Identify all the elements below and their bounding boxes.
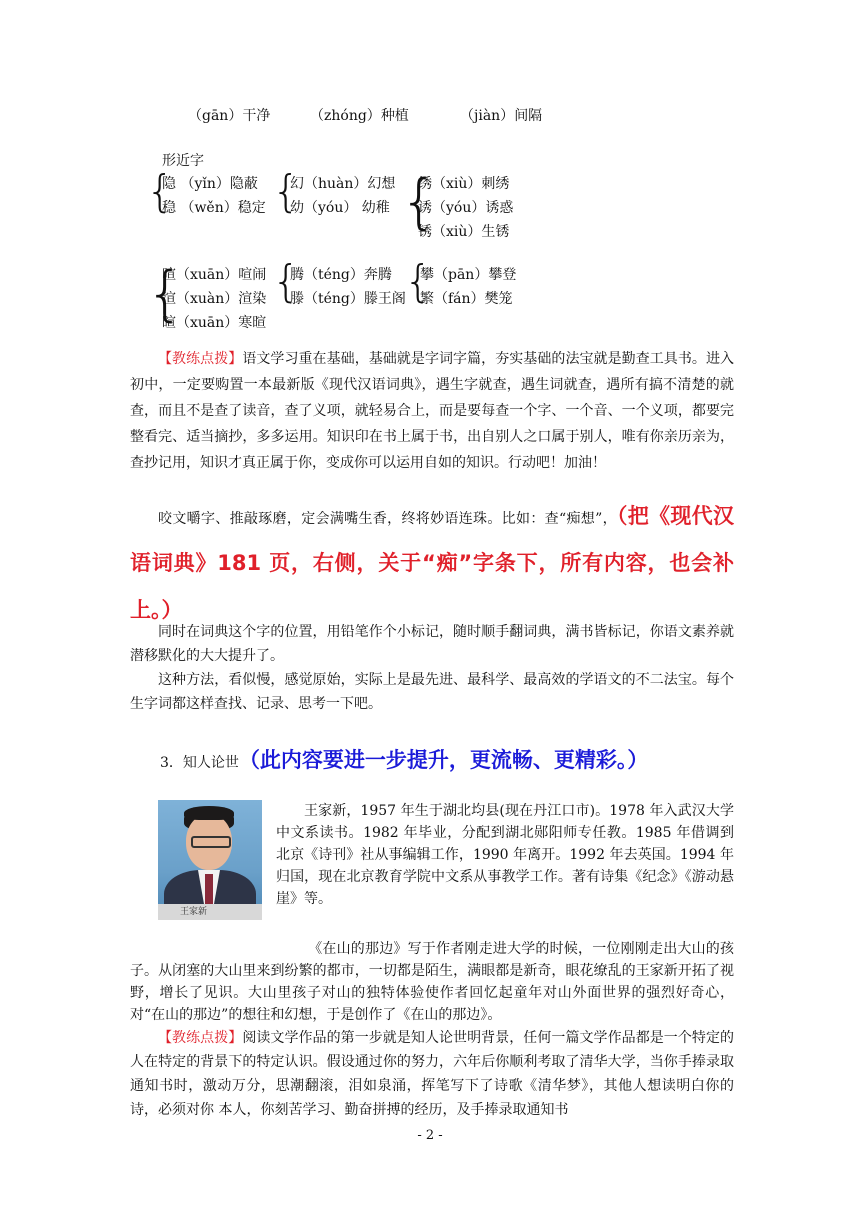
similar-item: 渲（xuàn）渲染 [162,291,267,307]
coach-tip-paragraph [130,346,734,476]
similar-item: 诱（yóu）诱惑 [418,200,514,216]
similar-item: 攀（pān）攀登 [420,267,517,283]
section-number: 3．知人论世 [160,755,239,771]
author-photo [158,800,262,920]
similar-item: 稳 （wěn）稳定 [162,200,266,216]
word-jian [460,104,542,128]
coach-tip-paragraph-2 [130,1026,734,1122]
word: 种植 [380,108,409,124]
similar-item: 滕（téng）滕王阁 [290,291,406,307]
similar-chars-title: 形近字 [162,153,204,169]
paragraph-mark: 同时在词典这个字的位置，用铅笔作个小标记，随时顺手翻词典，满书皆标记，你语文素养就潜移默化的大大提升了。 [130,624,734,664]
similar-item: 隐 （yǐn）隐蔽 [162,176,258,192]
brace-icon: { [272,256,300,307]
example-paragraph [130,494,734,635]
coach-label: 【教练点拨】 [158,1030,243,1046]
author-bio: 王家新，1957 年生于湖北均县(现在丹江口市)。1978 年入武汉大学中文系读书。1982 年毕业，分配到湖北郧阳师专任教。1985 年借调到北京《诗刊》社从事编辑工作，1990 年离开。1992 年去英国。1994 年归国，现在北京教育学院中文系从事教学工作。著有诗集《纪念》《游动悬崖》等。 [276,803,734,907]
similar-item: 喧（xuān）喧闹 [162,267,267,283]
similar-item: 幼（yóu） 幼稚 [290,200,390,216]
similar-item: 暄（xuān）寒暄 [162,315,267,331]
brace-icon: { [146,259,185,329]
pinyin: （gān） [188,108,243,124]
example-text: 咬文嚼字、推敲琢磨，定会满嘴生香，终将妙语连珠。比如：查“痴想”， [158,511,617,527]
example-red-note: （把《现代汉语词典》181 页，右侧，关于“痴”字条下，所有内容，也会补上。） [130,504,734,622]
pinyin: （jiàn） [460,108,515,124]
similar-item: 幻（huàn）幻想 [290,176,396,192]
word: 干净 [242,108,271,124]
pinyin: （zhóng） [310,108,381,124]
coach-label: 【教练点拨】 [158,351,243,367]
photo-hair-top [184,806,234,820]
brace-icon: { [146,166,174,217]
poem-background-text: 《在山的那边》写于作者刚走进大学的时候，一位刚刚走出大山的孩子。从闭塞的大山里来到纷繁的都市，一切都是陌生，满眼都是新奇，眼花缭乱的王家新开拓了视野，增长了见识。大山里孩子对山的独特体验使作者回忆起童年对山外面世界的强烈好奇心，对“在山的那边”的想往和幻想，于是创作了《在山的那边》。 [130,941,734,1023]
brace-icon: { [400,167,439,237]
paragraph-method: 这种方法，看似慢，感觉原始，实际上是最先进、最科学、最高效的学语文的不二法宝。每个生字词都这样查找、记录、思考一下吧。 [130,672,734,712]
brace-icon: { [404,256,432,307]
similar-item: 繁（fán）樊笼 [420,291,513,307]
similar-item: 腾（téng）奔腾 [290,267,392,283]
word-gan [188,104,270,128]
brace-icon: { [272,166,300,217]
poem-background [130,938,734,1026]
similar-item: 锈（xiù）生锈 [418,224,510,240]
word: 间隔 [514,108,543,124]
section-heading [160,738,648,782]
word-zhong [310,104,409,128]
similar-item: 绣（xiù）刺绣 [418,176,510,192]
photo-nameplate: 王家新 [158,904,262,920]
coach-tip-text: 阅读文学作品的第一步就是知人论世明背景，任何一篇文学作品都是一个特定的人在特定的背景下的特定认识。假设通过你的努力，六年后你顺利考取了清华大学，当你手捧录取通知书时，激动万分，思潮翻滚，泪如泉涌，挥笔写下了诗歌《清华梦》，其他人想读明白你的诗，必须对你 本人，你刻苦学习、勤奋拼搏的经历，及手捧录取通知书 [130,1030,735,1118]
coach-tip-text: 语文学习重在基础，基础就是字词字篇，夯实基础的法宝就是勤查工具书。进入初中，一定要购置一本最新版《现代汉语词典》，遇生字就查，遇生词就查，遇所有搞不清楚的就查，而且不是查了读音，查了义项，就轻易合上，而是要每查一个字、一个音、一个义项，都要完整看完、适当摘抄，多多运用。知识印在书上属于书，出自别人之口属于别人，唯有你亲历亲为，查抄记用，知识才真正属于你，变成你可以运用自如的知识。行动吧！加油！ [130,351,735,471]
photo-glasses [191,836,231,848]
page-number: - 2 - [417,1128,443,1143]
section-note: （此内容要进一步提升，更流畅、更精彩。） [238,748,649,772]
